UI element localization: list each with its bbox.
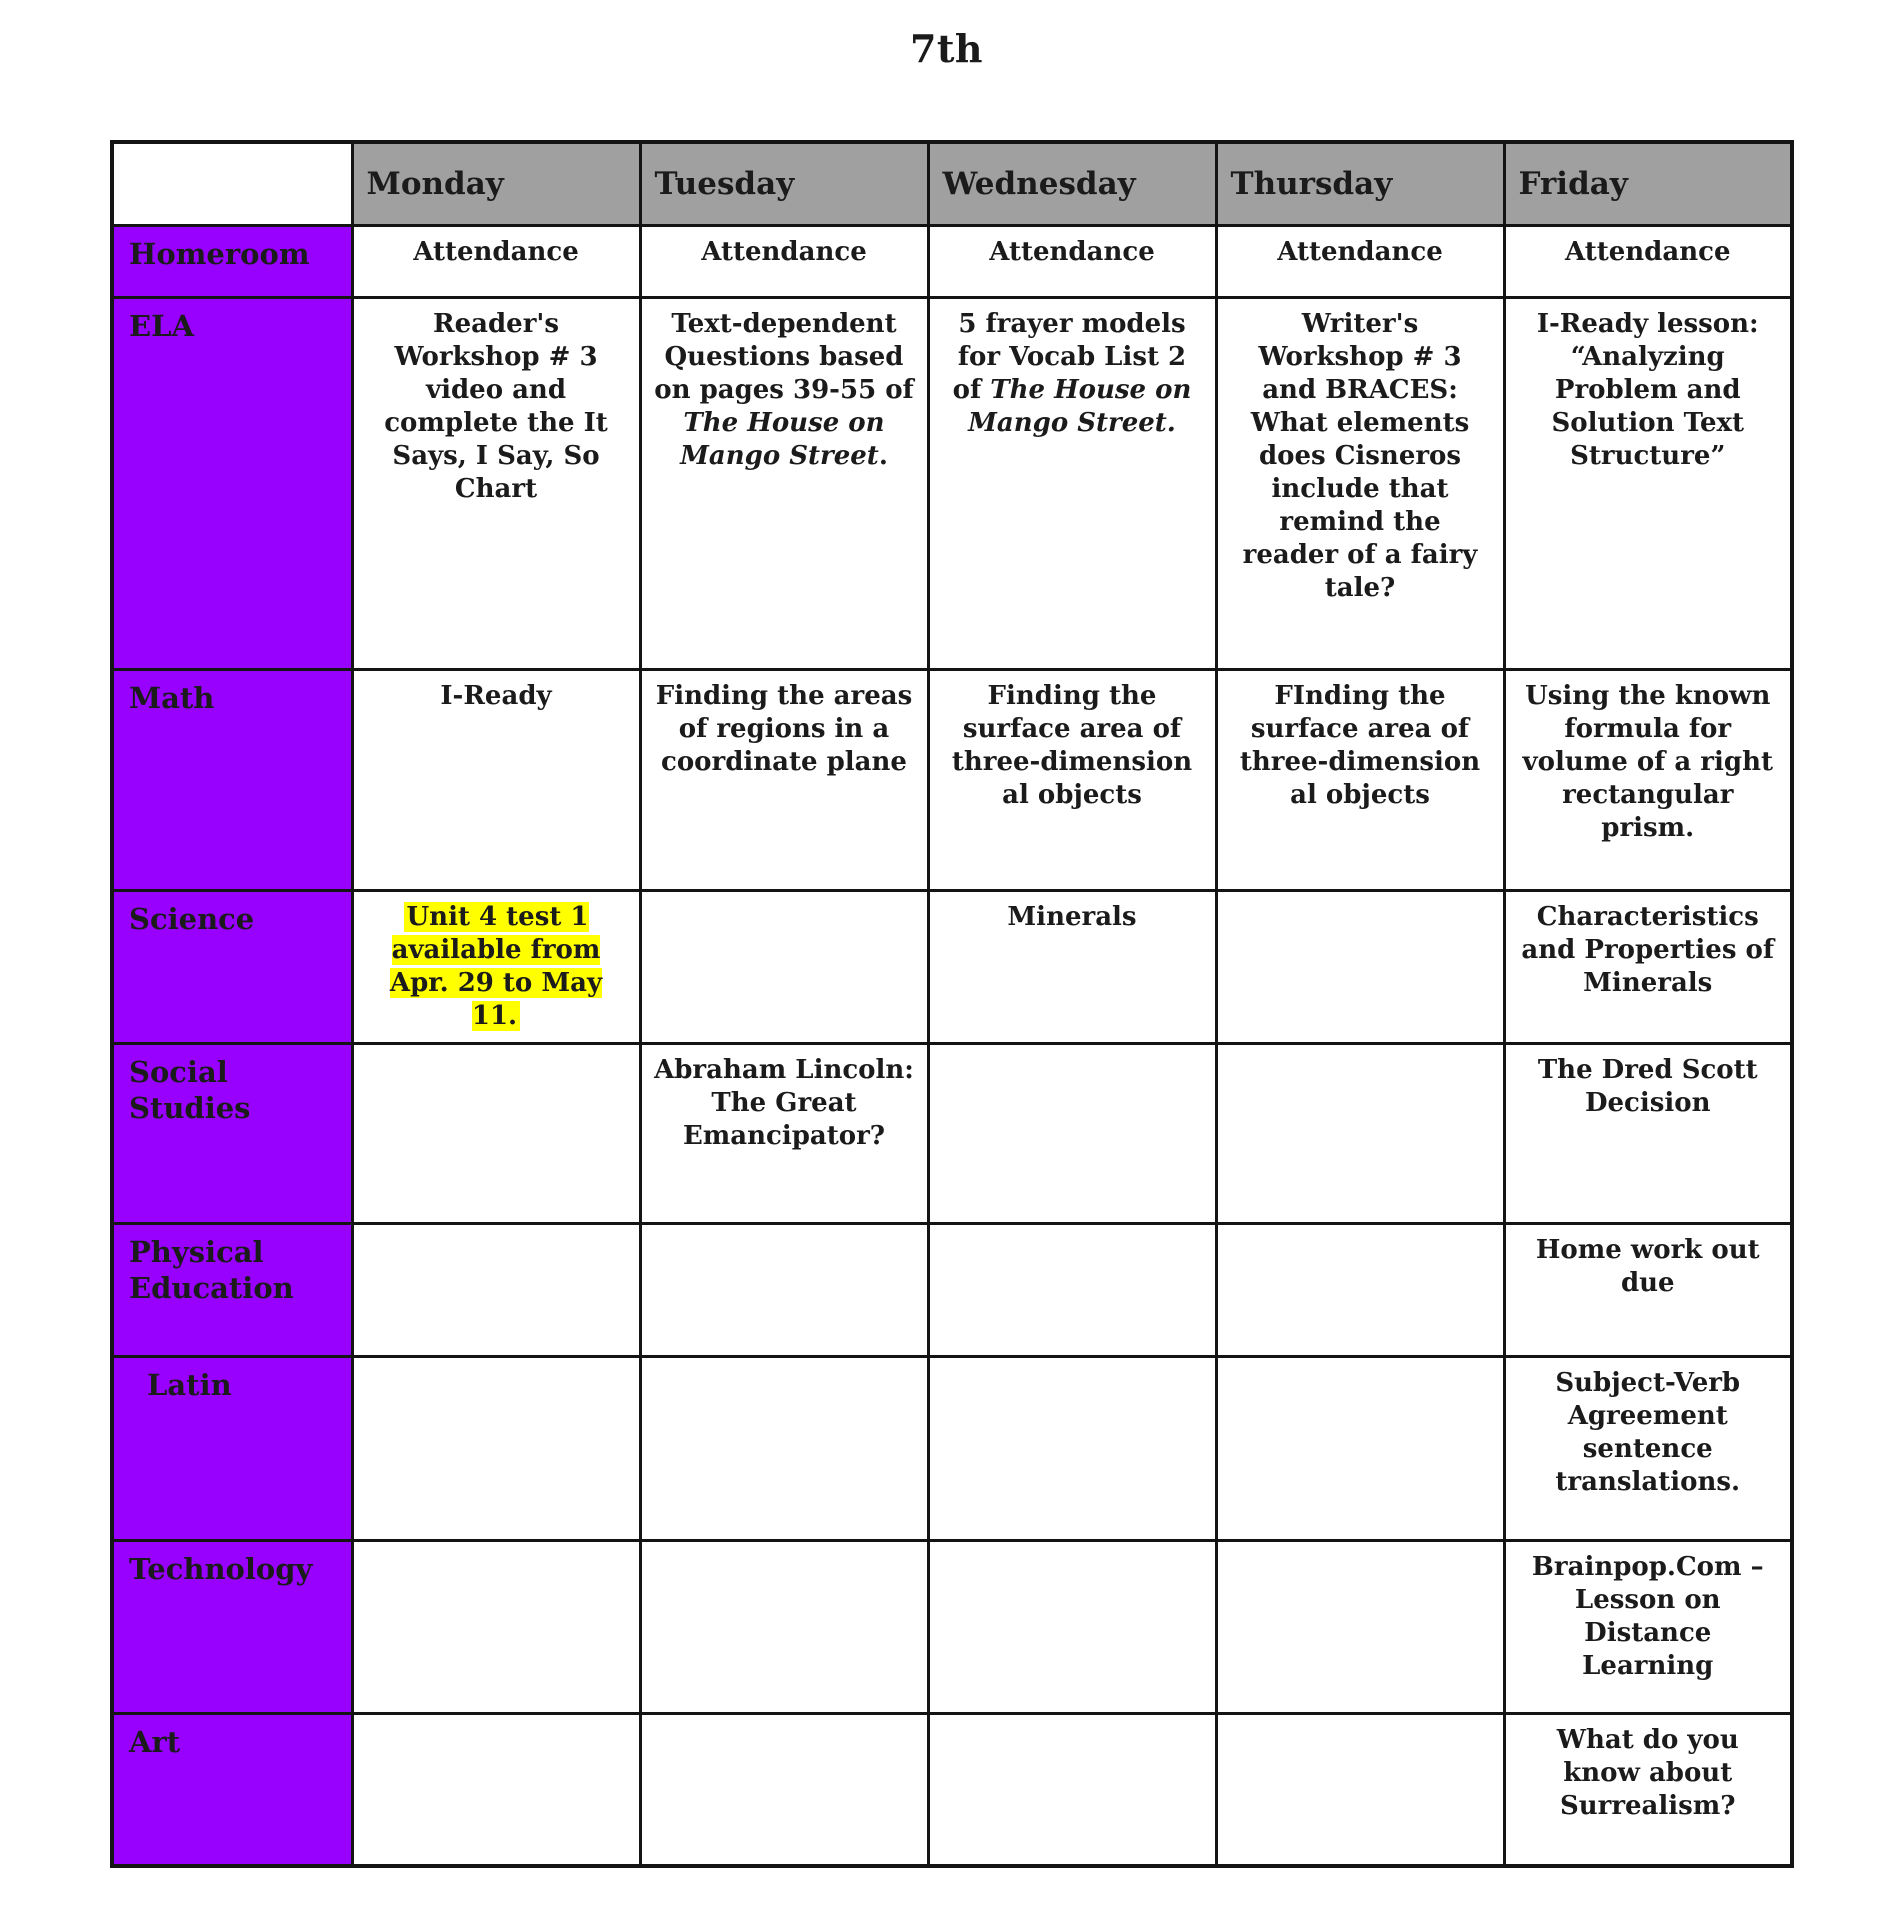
cell-homeroom-tuesday <box>640 225 928 297</box>
row-social-studies <box>112 1043 1792 1223</box>
cell-text: 5 frayer models for Vocab List 2 of The House on Mango Street. <box>952 308 1192 438</box>
cell-ela-monday <box>352 297 640 669</box>
cell-science-wednesday <box>928 890 1216 1043</box>
cell-technology-thursday <box>1216 1540 1504 1713</box>
cell-text: Finding the surface area of three-dimension al objects <box>951 680 1193 810</box>
cell-text: Text-dependent Questions based on pages 39-55 of The House on Mango Street. <box>654 308 914 471</box>
cell-physical-education-tuesday <box>640 1223 928 1356</box>
highlighted-text: Unit 4 test 1 available from Apr. 29 to May 11. <box>389 901 603 1031</box>
schedule-table <box>110 140 1794 1868</box>
cell-technology-tuesday <box>640 1540 928 1713</box>
cell-text: The Dred Scott Decision <box>1537 1054 1758 1118</box>
subject-label-latin: Latin <box>112 1356 352 1540</box>
cell-ela-tuesday <box>640 297 928 669</box>
cell-text: Attendance <box>701 236 867 267</box>
cell-text: Attendance <box>1277 236 1443 267</box>
cell-homeroom-monday <box>352 225 640 297</box>
subject-label-physical-education: Physical Education <box>112 1223 352 1356</box>
cell-text: Using the known formula for volume of a right rectangular prism. <box>1522 680 1773 843</box>
subject-label-social-studies: Social Studies <box>112 1043 352 1223</box>
cell-text: Attendance <box>413 236 579 267</box>
cell-text: Reader's Workshop # 3 video and complete the It Says, I Say, So Chart <box>384 308 608 504</box>
cell-math-friday <box>1504 669 1792 890</box>
subject-label-homeroom: Homeroom <box>112 225 352 297</box>
day-header-thursday: Thursday <box>1216 142 1504 225</box>
day-header-friday: Friday <box>1504 142 1792 225</box>
cell-art-monday <box>352 1713 640 1866</box>
subject-label-math: Math <box>112 669 352 890</box>
cell-homeroom-wednesday <box>928 225 1216 297</box>
cell-homeroom-friday <box>1504 225 1792 297</box>
cell-text: Attendance <box>989 236 1155 267</box>
cell-social-studies-tuesday <box>640 1043 928 1223</box>
cell-math-tuesday <box>640 669 928 890</box>
cell-ela-thursday <box>1216 297 1504 669</box>
day-header-monday: Monday <box>352 142 640 225</box>
cell-physical-education-friday <box>1504 1223 1792 1356</box>
cell-text: Brainpop.Com –Lesson on Distance Learning <box>1531 1551 1764 1681</box>
row-art <box>112 1713 1792 1866</box>
cell-physical-education-wednesday <box>928 1223 1216 1356</box>
cell-physical-education-monday <box>352 1223 640 1356</box>
cell-latin-wednesday <box>928 1356 1216 1540</box>
cell-physical-education-thursday <box>1216 1223 1504 1356</box>
cell-technology-monday <box>352 1540 640 1713</box>
header-row <box>112 142 1792 225</box>
cell-science-monday <box>352 890 640 1043</box>
cell-text: Writer's Workshop # 3 and BRACES: What elements does Cisneros include that remind the reader of a fairy tale? <box>1242 308 1478 603</box>
cell-technology-wednesday <box>928 1540 1216 1713</box>
subject-label-ela: ELA <box>112 297 352 669</box>
cell-art-tuesday <box>640 1713 928 1866</box>
row-homeroom <box>112 225 1792 297</box>
cell-latin-monday <box>352 1356 640 1540</box>
day-header-tuesday: Tuesday <box>640 142 928 225</box>
cell-latin-friday <box>1504 1356 1792 1540</box>
subject-label-technology: Technology <box>112 1540 352 1713</box>
cell-science-thursday <box>1216 890 1504 1043</box>
subject-label-art: Art <box>112 1713 352 1866</box>
cell-social-studies-friday <box>1504 1043 1792 1223</box>
cell-math-wednesday <box>928 669 1216 890</box>
row-technology <box>112 1540 1792 1713</box>
cell-latin-thursday <box>1216 1356 1504 1540</box>
cell-art-wednesday <box>928 1713 1216 1866</box>
cell-science-friday <box>1504 890 1792 1043</box>
cell-technology-friday <box>1504 1540 1792 1713</box>
cell-math-thursday <box>1216 669 1504 890</box>
subject-label-science: Science <box>112 890 352 1043</box>
cell-text: What do you know about Surrealism? <box>1556 1724 1739 1821</box>
cell-text: Subject-Verb Agreement sentence translations. <box>1555 1367 1741 1497</box>
corner-cell <box>112 142 352 225</box>
day-header-wednesday: Wednesday <box>928 142 1216 225</box>
cell-text: FInding the surface area of three-dimension al objects <box>1239 680 1481 810</box>
cell-social-studies-monday <box>352 1043 640 1223</box>
cell-text: Attendance <box>1565 236 1731 267</box>
cell-text: Characteristics and Properties of Minerals <box>1521 901 1775 998</box>
cell-text: I-Ready lesson: “Analyzing Problem and Solution Text Structure” <box>1536 308 1759 471</box>
cell-text: Finding the areas of regions in a coordinate plane <box>655 680 913 777</box>
cell-text: Home work out due <box>1535 1234 1760 1298</box>
cell-ela-wednesday <box>928 297 1216 669</box>
row-latin <box>112 1356 1792 1540</box>
cell-text: I-Ready <box>440 680 552 711</box>
cell-text: Minerals <box>1007 901 1137 932</box>
cell-art-thursday <box>1216 1713 1504 1866</box>
row-math <box>112 669 1792 890</box>
cell-homeroom-thursday <box>1216 225 1504 297</box>
cell-science-tuesday <box>640 890 928 1043</box>
row-science <box>112 890 1792 1043</box>
page-title: 7th <box>909 26 984 71</box>
cell-social-studies-thursday <box>1216 1043 1504 1223</box>
cell-text: Abraham Lincoln: The Great Emancipator? <box>654 1054 914 1151</box>
row-physical-education <box>112 1223 1792 1356</box>
cell-social-studies-wednesday <box>928 1043 1216 1223</box>
cell-ela-friday <box>1504 297 1792 669</box>
row-ela <box>112 297 1792 669</box>
cell-art-friday <box>1504 1713 1792 1866</box>
cell-math-monday <box>352 669 640 890</box>
cell-latin-tuesday <box>640 1356 928 1540</box>
